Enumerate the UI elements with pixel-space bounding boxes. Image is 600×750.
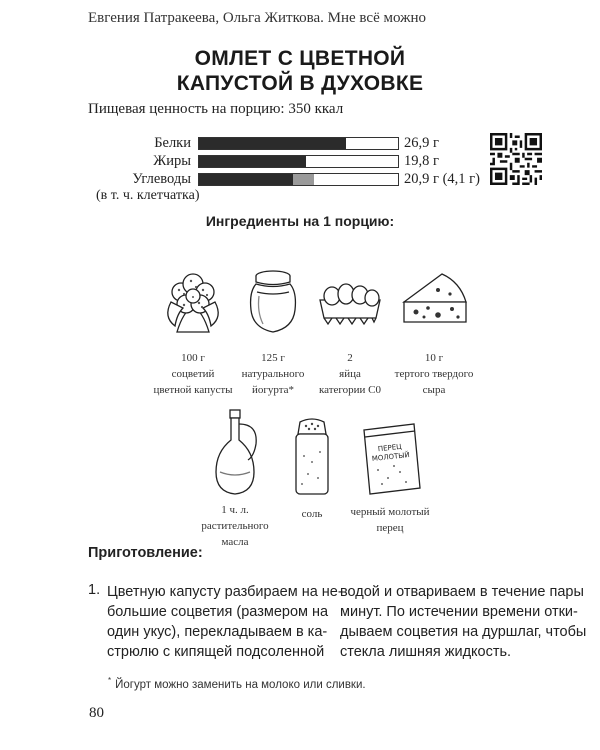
carbs-bar-fill (199, 174, 293, 185)
ingredient-line: масла (221, 536, 249, 548)
carbs-label: Углеводы (132, 171, 191, 187)
oil-bottle-icon (200, 406, 270, 498)
fiber-label: (в т. ч. клетчатка) (96, 188, 200, 203)
step-line: стекла лишняя жидкость. (340, 644, 512, 660)
ingredient-line: 125 г (261, 352, 285, 364)
ingredient-line: соль (301, 508, 323, 520)
ingredient-cheese (384, 262, 484, 398)
fiber-bar-fill (293, 174, 315, 185)
page-number: 80 (89, 705, 104, 721)
ingredient-line: натурального (241, 368, 305, 380)
cauliflower-icon (153, 262, 233, 342)
running-header: Евгения Патракеева, Ольга Житкова. Мне всё можно (88, 10, 426, 26)
ingredient-line: 10 г (424, 352, 444, 364)
protein-label: Белки (154, 135, 191, 151)
ingredient-line: йогурта* (251, 384, 295, 396)
protein-bar-fill (199, 138, 346, 149)
step-line: водой и отвариваем в течение пары (340, 584, 584, 600)
step-line: стрюлю с кипящей подсоленной (107, 644, 325, 660)
protein-bar (198, 137, 399, 150)
ingredient-line: яйца (339, 368, 361, 380)
ingredient-line: 2 (347, 352, 353, 364)
recipe-title (0, 46, 600, 96)
cheese-icon (394, 262, 474, 342)
ingredient-pepper (345, 420, 435, 536)
preparation-heading: Приготовление: (88, 545, 203, 561)
step-line: большие соцветия (размером на (107, 604, 329, 620)
fat-label: Жиры (153, 153, 191, 169)
eggs-icon (310, 262, 390, 342)
carbs-value: 20,9 г (4,1 г) (404, 171, 480, 187)
step-text-left (107, 582, 343, 662)
step-text-right (340, 582, 587, 662)
nutrition-heading: Пищевая ценность на порцию: 350 ккал (88, 101, 344, 117)
packet-text-1: ПЕРЕЦ (377, 442, 403, 454)
fat-bar-fill (199, 156, 306, 167)
packet-text-2: МОЛОТЫЙ (371, 451, 411, 463)
carbs-bar (198, 173, 399, 186)
salt-shaker-icon (282, 416, 342, 498)
ingredient-line: 1 ч. л. (221, 504, 249, 516)
fat-bar (198, 155, 399, 168)
footnote-mark: * (108, 676, 112, 685)
ingredient-eggs (305, 262, 395, 398)
qr-code-icon (490, 133, 542, 185)
ingredient-oil (190, 406, 280, 550)
ingredient-line: соцветий (171, 368, 215, 380)
ingredient-cauliflower (148, 262, 238, 398)
ingredient-line: цветной капусты (153, 384, 233, 396)
step-line: один укус), перекладываем в ка- (107, 624, 328, 640)
fat-value: 19,8 г (404, 153, 439, 169)
protein-value: 26,9 г (404, 135, 439, 151)
step-line: минут. По истечении времени отки- (340, 604, 578, 620)
ingredients-heading: Ингредиенты на 1 порцию: (205, 213, 395, 229)
step-line: дываем соцветия на дуршлаг, чтобы (340, 624, 587, 640)
ingredient-salt (272, 416, 352, 522)
recipe-title-line-2: КАПУСТОЙ В ДУХОВКЕ (176, 72, 424, 95)
recipe-title-line-1: ОМЛЕТ С ЦВЕТНОЙ (194, 47, 406, 70)
step-line: Цветную капусту разбираем на не- (107, 584, 343, 600)
pepper-packet-icon (354, 420, 426, 498)
step-number: 1. (88, 582, 101, 598)
ingredient-line: перец (376, 522, 404, 534)
footnote (108, 676, 366, 691)
footnote-text: Йогурт можно заменить на молоко или сливки. (115, 678, 366, 691)
yogurt-jar-icon (233, 262, 313, 342)
ingredient-line: 100 г (181, 352, 205, 364)
ingredient-line: растительного (201, 520, 269, 532)
ingredient-line: категории С0 (318, 384, 382, 396)
ingredient-line: тертого твердого (394, 368, 474, 380)
ingredient-line: черный молотый (350, 506, 430, 518)
ingredient-line: сыра (422, 384, 446, 396)
